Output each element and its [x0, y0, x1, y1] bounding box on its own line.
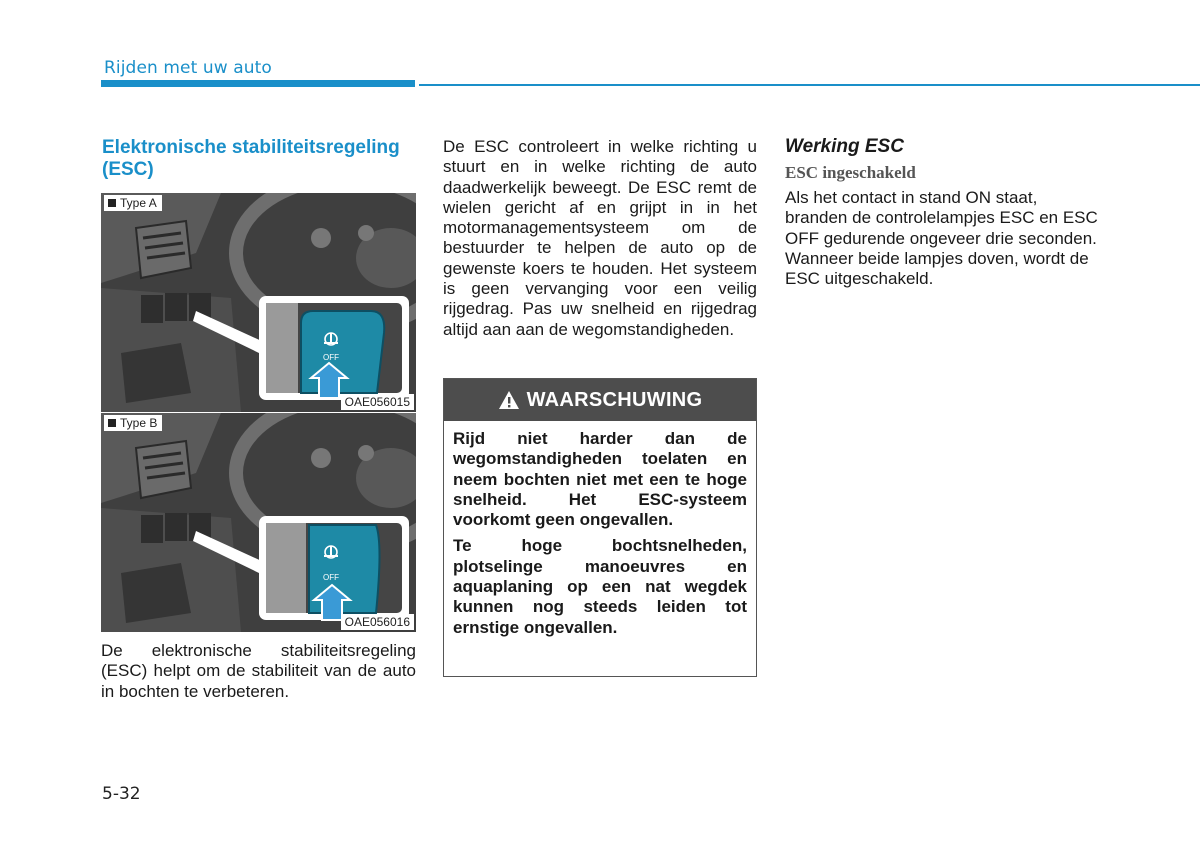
- warning-title: WAARSCHUWING: [526, 388, 703, 411]
- header-bar: [101, 80, 415, 87]
- header-rule: [419, 84, 1200, 86]
- intro-paragraph: De elektronische stabiliteitsregeling (ESC) helpt om de stabiliteit van de auto in bochten te verbeteren.: [101, 641, 416, 701]
- button-off-label: OFF: [323, 353, 339, 362]
- figure-type-a: [101, 193, 416, 412]
- figure-code: OAE056016: [341, 614, 414, 630]
- warning-header: [444, 379, 756, 421]
- warning-triangle-icon: [498, 390, 520, 410]
- section-title: Elektronische stabiliteitsregeling (ESC): [102, 137, 400, 180]
- dashboard-illustration: [101, 413, 416, 632]
- esc-operation-paragraph: Als het contact in stand ON staat, branden de controlelampjes ESC en ESC OFF gedurende ongeveer drie seconden. Wanneer beide lampjes doven, wordt de ESC uitgeschakeld.: [785, 188, 1098, 289]
- type-label: Type A: [104, 195, 162, 211]
- subsection-subtitle: ESC ingeschakeld: [785, 163, 916, 182]
- type-label: Type B: [104, 415, 162, 431]
- figure-code: OAE056015: [341, 394, 414, 410]
- esc-description: De ESC controleert in welke richting u stuurt en in welke richting de auto daadwerkelijk beweegt. De ESC remt de wielen gericht af en grijpt in in het motormanagementsysteem om de bestuurder te helpen de auto op de gewenste koers te houden. Het systeem is geen vervanging voor een veilig rijgedrag. Pas uw snelheid en rijgedrag altijd aan aan de wegomstandigheden.: [443, 137, 757, 339]
- subsection-title: Werking ESC: [785, 136, 904, 157]
- chapter-title: Rijden met uw auto: [104, 58, 272, 78]
- warning-box: [443, 378, 757, 677]
- dashboard-illustration: [101, 193, 416, 412]
- page-number: 5-32: [102, 784, 141, 804]
- button-off-label: OFF: [323, 573, 339, 582]
- figure-type-b: [101, 413, 416, 632]
- warning-paragraph: Rijd niet harder dan de wegomstandigheden toelaten en neem bochten niet met een te hoge snelheid. Het ESC-systeem voorkomt geen ongevallen.: [453, 429, 747, 530]
- warning-paragraph: Te hoge bochtsnelheden, plotselinge manoeuvres en aquaplaning op een nat wegdek kunnen nog steeds leiden tot ernstige ongevallen.: [453, 536, 747, 637]
